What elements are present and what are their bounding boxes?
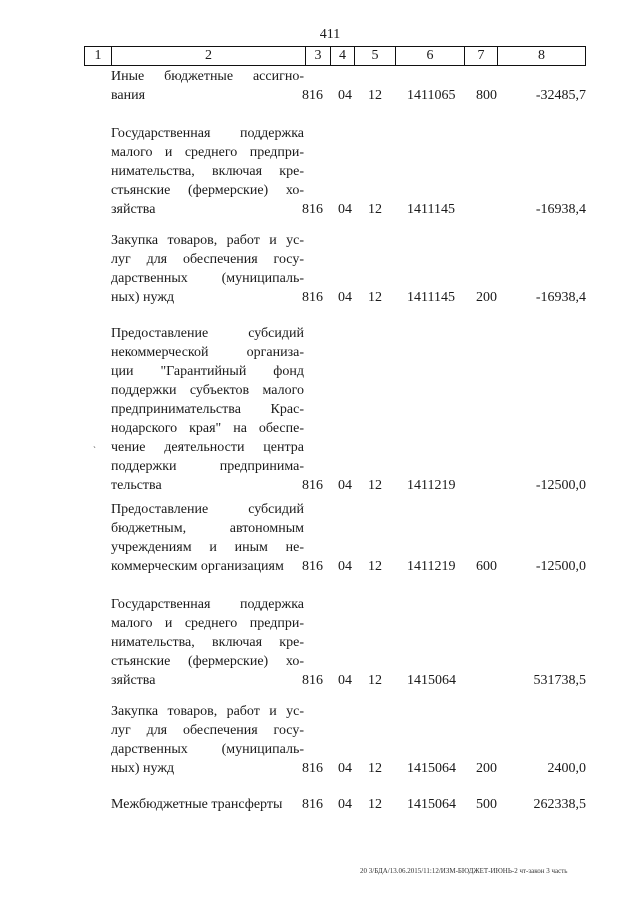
- description-line: Иные бюджетные ассигно-: [111, 69, 304, 84]
- description-line: поддержки предпринима-: [111, 459, 304, 474]
- cell-col-6: 1415064: [407, 761, 456, 776]
- cell-col-6: 1411219: [407, 559, 456, 574]
- description-line: коммерческим организациям: [111, 559, 284, 574]
- cell-col-8: -32485,7: [535, 88, 586, 103]
- description-line: предпринимательства Крас-: [111, 402, 304, 417]
- cell-col-3: 816: [302, 478, 323, 493]
- cell-col-3: 816: [302, 290, 323, 305]
- description-line: малого и среднего предпри-: [111, 616, 304, 631]
- row-description: [111, 595, 304, 690]
- description-line: нимательства, включая кре-: [111, 635, 304, 650]
- description-line: дарственных (муниципаль-: [111, 742, 304, 757]
- header-col-2: 2: [111, 47, 305, 65]
- footer-code: 20 3/БДА/13.06.2015/11:12/ИЗМ-БЮДЖЕТ-ИЮНЬ-2 чт-закон 3 часть: [360, 867, 568, 875]
- row-description: [111, 500, 304, 576]
- table-row: [84, 595, 586, 690]
- cell-col-4: 04: [338, 797, 352, 812]
- cell-col-5: 12: [368, 797, 382, 812]
- table-row: [84, 795, 586, 814]
- description-line: ных) нужд: [111, 761, 175, 776]
- cell-col-3: 816: [302, 797, 323, 812]
- table-row: [84, 500, 586, 576]
- margin-mark: ˏ: [93, 438, 96, 448]
- cell-col-5: 12: [368, 761, 382, 776]
- description-line: малого и среднего предпри-: [111, 145, 304, 160]
- table-row: [84, 124, 586, 219]
- cell-col-8: -16938,4: [535, 290, 586, 305]
- cell-col-7: 800: [476, 88, 497, 103]
- cell-col-6: 1415064: [407, 673, 456, 688]
- cell-col-8: 262338,5: [533, 797, 586, 812]
- cell-col-5: 12: [368, 290, 382, 305]
- cell-col-3: 816: [302, 88, 323, 103]
- header-col-7: 7: [464, 47, 497, 65]
- cell-col-6: 1411065: [407, 88, 456, 103]
- row-description: [111, 324, 304, 495]
- cell-col-8: 531738,5: [533, 673, 586, 688]
- cell-col-3: 816: [302, 761, 323, 776]
- cell-col-4: 04: [338, 290, 352, 305]
- description-line: Государственная поддержка: [111, 126, 304, 141]
- cell-col-7: 200: [476, 761, 497, 776]
- description-line: зяйства: [111, 202, 156, 217]
- cell-col-8: 2400,0: [547, 761, 586, 776]
- row-description: [111, 795, 304, 814]
- cell-col-5: 12: [368, 559, 382, 574]
- cell-col-5: 12: [368, 202, 382, 217]
- row-description: [111, 231, 304, 307]
- description-line: стьянские (фермерские) хо-: [111, 654, 304, 669]
- cell-col-7: 200: [476, 290, 497, 305]
- cell-col-7: 500: [476, 797, 497, 812]
- description-line: Предоставление субсидий: [111, 326, 304, 341]
- row-description: [111, 702, 304, 778]
- cell-col-3: 816: [302, 673, 323, 688]
- cell-col-3: 816: [302, 202, 323, 217]
- description-line: дарственных (муниципаль-: [111, 271, 304, 286]
- description-line: вания: [111, 88, 146, 103]
- cell-col-8: -12500,0: [535, 559, 586, 574]
- table-row: [84, 67, 586, 105]
- table-row: [84, 702, 586, 778]
- table-row: [84, 324, 586, 495]
- description-line: нимательства, включая кре-: [111, 164, 304, 179]
- cell-col-6: 1411145: [407, 290, 455, 305]
- table-row: [84, 231, 586, 307]
- description-line: Предоставление субсидий: [111, 502, 304, 517]
- cell-col-8: -16938,4: [535, 202, 586, 217]
- header-col-8: 8: [497, 47, 586, 65]
- description-line: ции "Гарантийный фонд: [111, 364, 304, 379]
- description-line: некоммерческой организа-: [111, 345, 304, 360]
- cell-col-6: 1411219: [407, 478, 456, 493]
- description-line: бюджетным, автономным: [111, 521, 304, 536]
- header-col-5: 5: [354, 47, 395, 65]
- page-number: 411: [319, 27, 341, 42]
- header-col-6: 6: [395, 47, 464, 65]
- cell-col-3: 816: [302, 559, 323, 574]
- cell-col-6: 1415064: [407, 797, 456, 812]
- description-line: луг для обеспечения госу-: [111, 723, 304, 738]
- cell-col-7: 600: [476, 559, 497, 574]
- description-line: учреждениям и иным не-: [111, 540, 304, 555]
- cell-col-5: 12: [368, 88, 382, 103]
- description-line: Государственная поддержка: [111, 597, 304, 612]
- description-line: Межбюджетные трансферты: [111, 797, 283, 812]
- description-line: поддержки субъектов малого: [111, 383, 304, 398]
- header-col-4: 4: [330, 47, 354, 65]
- description-line: зяйства: [111, 673, 156, 688]
- row-description: [111, 124, 304, 219]
- header-col-1: 1: [84, 47, 111, 65]
- header-col-3: 3: [305, 47, 330, 65]
- cell-col-6: 1411145: [407, 202, 455, 217]
- cell-col-5: 12: [368, 673, 382, 688]
- cell-col-5: 12: [368, 478, 382, 493]
- description-line: луг для обеспечения госу-: [111, 252, 304, 267]
- cell-col-8: -12500,0: [535, 478, 586, 493]
- cell-col-4: 04: [338, 673, 352, 688]
- table-header: [84, 46, 586, 66]
- cell-col-4: 04: [338, 559, 352, 574]
- cell-col-4: 04: [338, 478, 352, 493]
- description-line: ных) нужд: [111, 290, 175, 305]
- description-line: нодарского края" на обеспе-: [111, 421, 304, 436]
- description-line: чение деятельности центра: [111, 440, 304, 455]
- description-line: стьянские (фермерские) хо-: [111, 183, 304, 198]
- cell-col-4: 04: [338, 761, 352, 776]
- cell-col-4: 04: [338, 202, 352, 217]
- description-line: Закупка товаров, работ и ус-: [111, 704, 304, 719]
- description-line: тельства: [111, 478, 162, 493]
- cell-col-4: 04: [338, 88, 352, 103]
- row-description: [111, 67, 304, 105]
- description-line: Закупка товаров, работ и ус-: [111, 233, 304, 248]
